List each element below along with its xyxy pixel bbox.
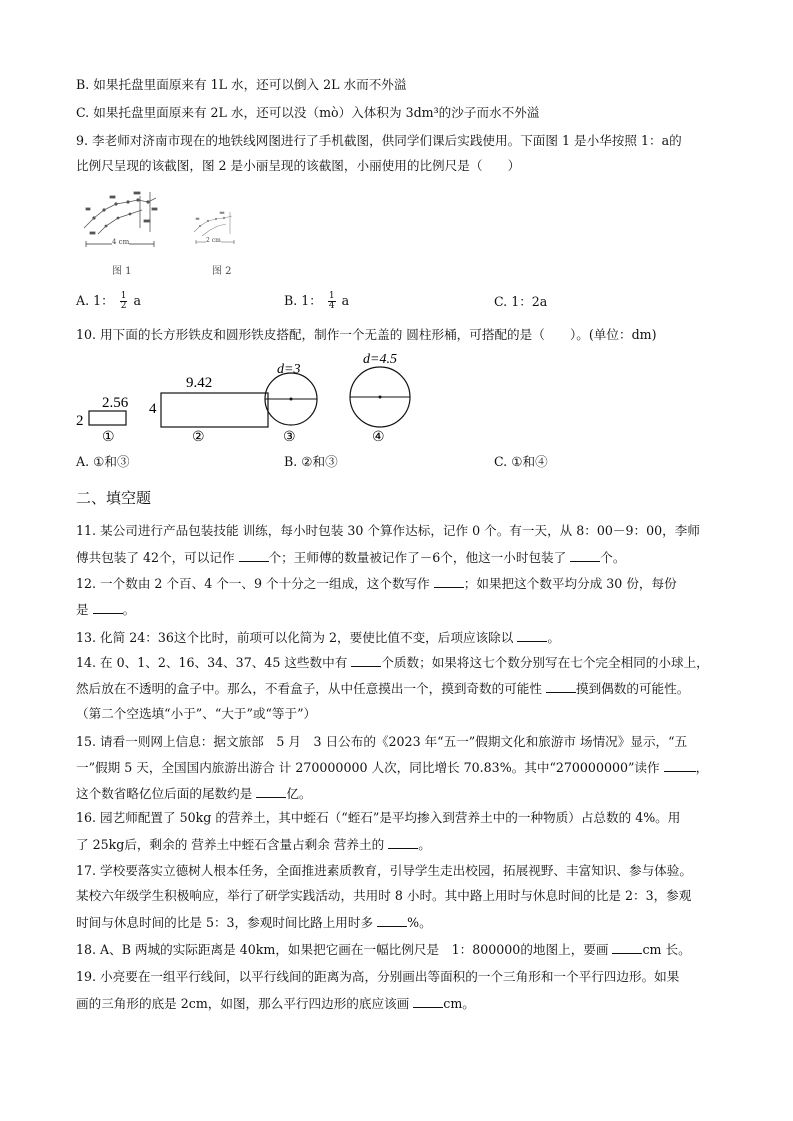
rect1-number: ①	[102, 430, 115, 445]
question-15-line1: 15. 请看一则网上信息：据文旅部 5 月 3 日公布的《2023 年“五一”假期文化和旅游市 场情况》显示，“五	[76, 734, 688, 749]
q12-text-4: 。	[122, 602, 136, 617]
q18-text-1: 18. A、B 两城的实际距离是 40km，如果把它画在一幅比例尺是 1：800000的地图上，要画	[76, 942, 613, 957]
q14-blank-2[interactable]	[546, 680, 576, 693]
figure-1-subway-map	[76, 188, 166, 258]
q11-text-3: 个。	[600, 550, 626, 565]
rectangle-1	[89, 411, 126, 425]
q17-blank[interactable]	[377, 914, 407, 927]
figure-1-caption: 图 1	[112, 266, 132, 277]
question-14-line3: （第二个空选填“小于”、“大于”或“等于”）	[76, 706, 317, 721]
q12-blank-2[interactable]	[93, 601, 123, 614]
q9-option-b-prefix: B. 1：	[284, 293, 322, 308]
q16-text-2: 。	[418, 837, 431, 852]
q9-option-a-numerator: 1	[120, 291, 127, 301]
rect2-height-label: 4	[149, 401, 157, 417]
question-13	[76, 629, 560, 646]
question-11-line1: 11. 某公司进行产品包装技能 训练，每小时包装 30 个算作达标，记作 0 个。有一天，从 8：00－9：00，李师	[76, 523, 700, 538]
q9-option-a-fraction	[120, 292, 128, 311]
section-fill-in-blank-heading: 二、填空题	[76, 489, 152, 507]
q18-blank[interactable]	[612, 941, 642, 954]
q13-text-2: 。	[547, 630, 560, 645]
q9-option-a-denominator: 2	[120, 301, 127, 311]
q15-text-4: 亿。	[286, 786, 312, 801]
q9-option-b-denominator: 4	[328, 301, 335, 311]
rectangle-2	[161, 393, 268, 427]
question-9-line2: 比例尺呈现的该截图，图 2 是小丽呈现的该截图，小丽使用的比例尺是（ ）	[76, 158, 521, 173]
q14-text-4: 摸到偶数的可能性。	[575, 681, 690, 696]
q12-blank-1[interactable]	[434, 575, 464, 588]
circle-4-center	[379, 396, 382, 399]
q19-text-1: 画的三角形的底是 2cm，如图，那么平行四边形的底应该画	[76, 996, 414, 1011]
circle4-number: ④	[372, 430, 385, 445]
figure-2-caption: 图 2	[212, 266, 232, 277]
q14-text-2: 个质数；如果将这七个数分别写在七个完全相同的小球上，	[381, 655, 709, 670]
rect1-height-label: 2	[76, 413, 84, 429]
rect2-width-label: 9.42	[186, 375, 213, 391]
q10-option-a: A. ①和③	[76, 454, 130, 469]
rect1-width-label: 2.56	[102, 395, 129, 411]
question-12-line1	[76, 575, 677, 592]
q9-option-b-numerator: 1	[328, 291, 335, 301]
rect2-number: ②	[192, 430, 205, 445]
question-15-line2	[76, 759, 708, 776]
q17-text-2: %。	[407, 915, 432, 930]
q11-text-1: 傅共包装了 42个，可以记作	[76, 550, 239, 565]
question-17-line3	[76, 914, 432, 931]
q15-blank-1[interactable]	[664, 759, 696, 772]
q13-blank[interactable]	[517, 629, 547, 642]
q9-option-a-prefix: A. 1：	[76, 293, 114, 308]
q10-option-c: C. ①和④	[494, 454, 548, 469]
q15-text-3: 这个数省略亿位后面的尾数约是	[76, 786, 257, 801]
q12-text-2: ；如果把这个数平均分成 30 份，每份	[463, 576, 677, 591]
q15-blank-2[interactable]	[256, 785, 286, 798]
q11-blank-1[interactable]	[239, 549, 269, 562]
q18-text-2: cm 长。	[642, 942, 691, 957]
question-15-line3	[76, 785, 312, 802]
q16-text-1: 了 25kg后，剩余的 营养土中蛭石含量占剩余 营养土的	[76, 837, 389, 852]
q9-option-b-fraction	[328, 292, 336, 311]
circle3-diameter-label: d=3	[277, 362, 301, 377]
option-c-text: C. 如果托盘里面原来有 2L 水，还可以没（mò）入体积为 3dm³的沙子而水不外溢	[76, 105, 540, 120]
figure-2-subway-map	[190, 208, 240, 248]
circle4-diameter-label: d=4.5	[363, 352, 397, 367]
question-11-line2	[76, 549, 625, 566]
question-19-line2	[76, 995, 475, 1012]
question-12-line2	[76, 601, 135, 618]
q10-option-b: B. ②和③	[284, 454, 338, 469]
figure-1-svg	[76, 188, 166, 258]
question-10-text: 10. 用下面的长方形铁皮和圆形铁皮搭配，制作一个无盖的 圆柱形桶，可搭配的是（ ）。(单位：dm)	[76, 327, 657, 342]
q14-blank-1[interactable]	[351, 654, 381, 667]
q13-text-1: 13. 化简 24：36这个比时，前项可以化简为 2，要使比值不变，后项应该除以	[76, 630, 518, 645]
q9-option-b-suffix: a	[341, 293, 350, 308]
q9-option-b	[284, 292, 349, 311]
q15-text-1: 一”假期 5 天，全国国内旅游出游合 计 270000000 人次，同比增长 70.83%。其中“270000000”读作	[76, 760, 664, 775]
question-14-line1	[76, 654, 709, 671]
figure-1-scale-label: 4 cm	[112, 238, 130, 246]
question-17-line2: 某校六年级学生积极响应，举行了研学实践活动，共用时 8 小时。其中路上用时与休息时间的比是 2：3，参观	[76, 888, 692, 903]
question-16-line2	[76, 836, 431, 853]
option-b-text: B. 如果托盘里面原来有 1L 水，还可以倒入 2L 水而不外溢	[76, 77, 407, 92]
q9-option-a	[76, 292, 141, 311]
q14-text-3: 然后放在不透明的盒子中。那么，不看盒子，从中任意摸出一个，摸到奇数的可能性	[76, 681, 546, 696]
q11-blank-2[interactable]	[570, 549, 600, 562]
q17-text-1: 时间与休息时间的比是 5：3，参观时间比路上用时多	[76, 915, 378, 930]
question-9-line1: 9. 李老师对济南市现在的地铁线网图进行了手机截图，供同学们课后实践使用。下面图 1 是小华按照 1：a的	[76, 133, 682, 148]
circle-3-center	[290, 398, 293, 401]
question-18	[76, 941, 691, 958]
q9-option-c: C. 1：2a	[494, 294, 548, 309]
q19-text-2: cm。	[443, 996, 475, 1011]
question-16-line1: 16. 园艺师配置了 50kg 的营养土，其中蛭石（“蛭石”是平均掺入到营养土中的一种物质）占总数的 4%。用	[76, 810, 681, 825]
q10-figures	[74, 350, 414, 448]
q15-text-2: ，	[695, 760, 709, 775]
q9-option-a-suffix: a	[133, 293, 141, 308]
question-14-line2	[76, 680, 689, 697]
circle3-number: ③	[283, 430, 296, 445]
figure-2-scale-label: 2 cm	[206, 237, 221, 244]
q12-text-3: 是	[76, 602, 93, 617]
question-19-line1: 19. 小亮要在一组平行线间，以平行线间的距离为高，分别画出等面积的一个三角形和一个平行四边形。如果	[76, 969, 680, 984]
q16-blank[interactable]	[388, 836, 418, 849]
q12-text-1: 12. 一个数由 2 个百、4 个一、9 个十分之一组成，这个数写作	[76, 576, 434, 591]
question-17-line1: 17. 学校要落实立德树人根本任务，全面推进素质教育，引导学生走出校园，拓展视野、丰富知识、参与体验。	[76, 863, 692, 878]
q14-text-1: 14. 在 0、1、2、16、34、37、45 这些数中有	[76, 655, 352, 670]
q19-blank[interactable]	[413, 995, 443, 1008]
q11-text-2: 个；王师傅的数量被记作了－6个，他这一小时包装了	[268, 550, 571, 565]
